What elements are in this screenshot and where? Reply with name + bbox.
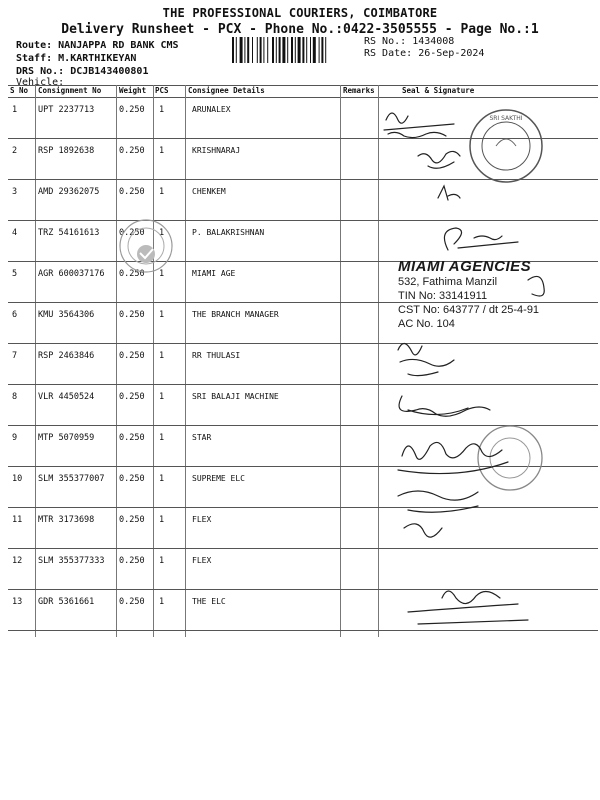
row-consignment-no: AMD 29362075 xyxy=(38,187,100,197)
row-consignee: CHENKEM xyxy=(192,187,226,196)
row-weight: 0.250 xyxy=(119,105,145,115)
row-sno: 4 xyxy=(12,228,18,238)
rs-date-label: RS Date: xyxy=(364,48,413,59)
row-consignment-no: VLR 4450524 xyxy=(38,392,95,402)
runsheet-title: Delivery Runsheet - PCX - Phone No.:0422-3505555 - Page No.:1 xyxy=(61,22,539,37)
barcode-bar xyxy=(232,37,234,63)
row-pcs: 1 xyxy=(159,597,165,607)
row-weight: 0.250 xyxy=(119,310,145,320)
handwritten-signatures xyxy=(378,100,598,640)
vehicle-label: Vehicle: xyxy=(16,77,65,88)
col-divider xyxy=(340,85,341,637)
barcode-bar xyxy=(313,37,316,63)
route-line xyxy=(16,40,179,51)
row-weight: 0.250 xyxy=(119,392,145,402)
col-header-pcs: PCS xyxy=(155,86,169,95)
row-sno: 9 xyxy=(12,433,18,443)
row-divider xyxy=(8,179,598,180)
company-round-seal-stamp-2 xyxy=(470,420,550,495)
row-sno: 13 xyxy=(12,597,23,607)
row-consignee: THE BRANCH MANAGER xyxy=(192,310,279,319)
stamp-address: 532, Fathima Manzil xyxy=(398,276,498,288)
row-sno: 6 xyxy=(12,310,18,320)
barcode-bar xyxy=(321,37,323,63)
barcode-bar xyxy=(276,37,277,63)
row-consignment-no: TRZ 54161613 xyxy=(38,228,100,238)
barcode-graphic xyxy=(232,37,354,63)
row-weight: 0.250 xyxy=(119,146,145,156)
barcode-bar xyxy=(260,37,262,63)
row-consignment-no: GDR 5361661 xyxy=(38,597,95,607)
row-weight: 0.250 xyxy=(119,474,145,484)
row-weight: 0.250 xyxy=(119,556,145,566)
barcode-bar xyxy=(252,37,253,63)
row-consignment-no: SLM 355377333 xyxy=(38,556,105,566)
row-sno: 7 xyxy=(12,351,18,361)
row-divider xyxy=(8,466,598,467)
row-pcs: 1 xyxy=(159,310,165,320)
barcode-bar xyxy=(302,37,304,63)
col-divider xyxy=(378,85,379,637)
row-divider xyxy=(8,220,598,221)
row-sno: 11 xyxy=(12,515,23,525)
col-header-seal-signature: Seal & Signature xyxy=(402,86,475,95)
row-pcs: 1 xyxy=(159,105,165,115)
row-consignee: KRISHNARAJ xyxy=(192,146,241,155)
barcode-bar xyxy=(267,37,268,63)
rs-date-value: 26-Sep-2024 xyxy=(418,48,485,59)
header-bottom-rule xyxy=(8,97,598,98)
row-sno: 5 xyxy=(12,269,18,279)
company-round-seal-stamp xyxy=(466,106,546,186)
staff-label: Staff: xyxy=(16,53,53,64)
row-divider xyxy=(8,343,598,344)
col-divider xyxy=(153,85,154,637)
row-weight: 0.250 xyxy=(119,187,145,197)
col-header-consignment: Consignment No xyxy=(38,86,102,95)
barcode-bar xyxy=(291,37,293,63)
row-consignee: FLEX xyxy=(192,556,212,565)
barcode-bar xyxy=(263,37,264,63)
row-consignment-no: AGR 600037176 xyxy=(38,269,105,279)
stamp-company-name: MIAMI AGENCIES xyxy=(398,258,532,275)
row-divider xyxy=(8,138,598,139)
row-consignment-no: MTP 5070959 xyxy=(38,433,95,443)
row-divider xyxy=(8,384,598,385)
col-divider xyxy=(185,85,186,637)
col-header-remarks: Remarks xyxy=(343,86,375,95)
row-divider xyxy=(8,425,598,426)
row-consignment-no: SLM 355377007 xyxy=(38,474,105,484)
row-consignment-no: UPT 2237713 xyxy=(38,105,95,115)
barcode-bar xyxy=(240,37,243,63)
route-label: Route: xyxy=(16,40,53,51)
barcode-bar xyxy=(279,37,281,63)
col-header-weight: Weight xyxy=(119,86,147,95)
row-consignee: SRI BALAJI MACHINE xyxy=(192,392,279,401)
row-consignee: THE ELC xyxy=(192,597,226,606)
row-pcs: 1 xyxy=(159,474,165,484)
row-weight: 0.250 xyxy=(119,351,145,361)
rs-no-label: RS No.: xyxy=(364,36,407,47)
row-pcs: 1 xyxy=(159,228,165,238)
col-divider xyxy=(116,85,117,637)
rs-no-line xyxy=(364,36,454,47)
row-pcs: 1 xyxy=(159,556,165,566)
row-consignment-no: RSP 1892638 xyxy=(38,146,95,156)
row-divider xyxy=(8,589,598,590)
barcode-bar xyxy=(287,37,288,63)
row-divider xyxy=(8,507,598,508)
barcode-bar xyxy=(272,37,274,63)
rs-date-line xyxy=(364,48,484,59)
row-weight: 0.250 xyxy=(119,597,145,607)
row-sno: 8 xyxy=(12,392,18,402)
staff-line xyxy=(16,53,136,64)
row-sno: 10 xyxy=(12,474,23,484)
row-sno: 2 xyxy=(12,146,18,156)
row-pcs: 1 xyxy=(159,433,165,443)
barcode-bar xyxy=(236,37,237,63)
row-weight: 0.250 xyxy=(119,515,145,525)
stamp-ac: AC No. 104 xyxy=(398,318,455,330)
barcode-bar xyxy=(310,37,311,63)
row-consignee: STAR xyxy=(192,433,212,442)
row-divider xyxy=(8,630,598,631)
barcode-bar xyxy=(325,37,326,63)
row-sno: 1 xyxy=(12,105,18,115)
staff-value: M.KARTHIKEYAN xyxy=(58,53,137,64)
drs-label: DRS No.: xyxy=(16,66,65,77)
company-title: THE PROFESSIONAL COURIERS, COIMBATORE xyxy=(162,6,438,20)
drs-value: DCJB143400801 xyxy=(70,66,149,77)
row-weight: 0.250 xyxy=(119,228,145,238)
row-sno: 3 xyxy=(12,187,18,197)
barcode-bar xyxy=(282,37,285,63)
barcode-bar xyxy=(295,37,296,63)
col-header-sno: S No xyxy=(10,86,29,95)
row-sno: 12 xyxy=(12,556,23,566)
miami-agencies-rubber-stamp xyxy=(398,258,578,331)
row-consignment-no: RSP 2463846 xyxy=(38,351,95,361)
row-divider xyxy=(8,548,598,549)
barcode-bar xyxy=(247,37,249,63)
stamp-tin: TIN No: 33141911 xyxy=(398,290,488,302)
row-consignee: FLEX xyxy=(192,515,212,524)
route-value: NANJAPPA RD BANK CMS xyxy=(58,40,179,51)
row-consignee: ARUNALEX xyxy=(192,105,231,114)
row-consignment-no: KMU 3564306 xyxy=(38,310,95,320)
row-pcs: 1 xyxy=(159,187,165,197)
row-consignee: SUPREME ELC xyxy=(192,474,245,483)
row-weight: 0.250 xyxy=(119,269,145,279)
row-consignee: P. BALAKRISHNAN xyxy=(192,228,265,237)
row-pcs: 1 xyxy=(159,269,165,279)
svg-text:SRI SAKTHI: SRI SAKTHI xyxy=(489,115,523,122)
row-consignee: MIAMI AGE xyxy=(192,269,236,278)
row-consignee: RR THULASI xyxy=(192,351,241,360)
drs-line xyxy=(16,66,148,77)
barcode-bar xyxy=(298,37,301,63)
row-weight: 0.250 xyxy=(119,433,145,443)
rs-no-value: 1434008 xyxy=(412,36,455,47)
row-pcs: 1 xyxy=(159,392,165,402)
barcode-bar xyxy=(306,37,307,63)
barcode-bar xyxy=(244,37,245,63)
row-pcs: 1 xyxy=(159,146,165,156)
col-divider xyxy=(35,85,36,637)
col-header-consignee: Consignee Details xyxy=(188,86,265,95)
barcode-bar xyxy=(257,37,258,63)
stamp-cst: CST No: 643777 / dt 25-4-91 xyxy=(398,304,540,316)
row-pcs: 1 xyxy=(159,351,165,361)
row-pcs: 1 xyxy=(159,515,165,525)
row-consignment-no: MTR 3173698 xyxy=(38,515,95,525)
barcode-bar xyxy=(319,37,320,63)
